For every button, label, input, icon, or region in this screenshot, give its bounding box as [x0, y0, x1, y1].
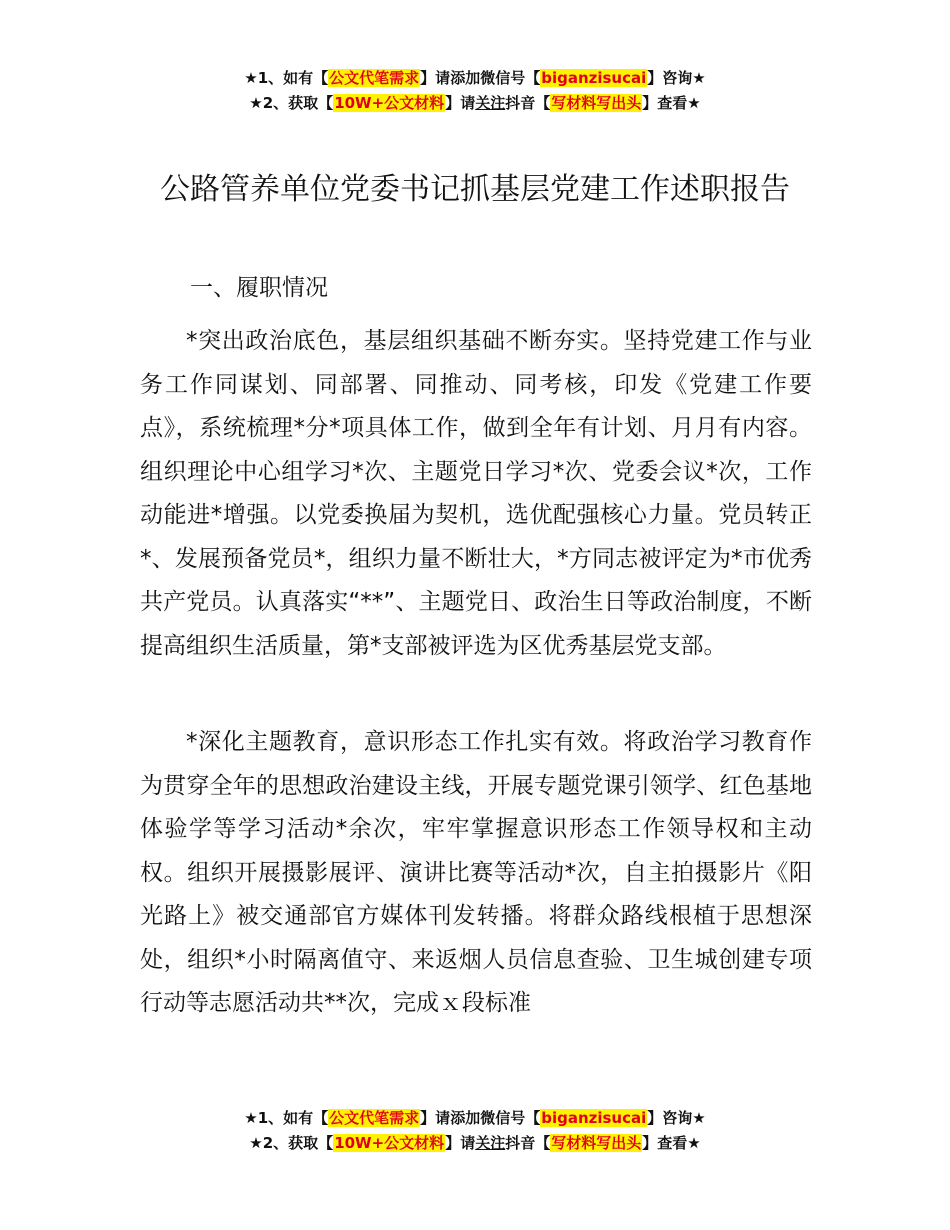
banner-highlight: 写材料写出头	[551, 94, 642, 112]
banner-line-1	[0, 66, 950, 91]
banner-line-2	[0, 91, 950, 116]
banner-emphasis: 添加	[450, 1109, 481, 1127]
banner-highlight: biganzisucai	[541, 69, 647, 87]
banner-text: 】查看★	[642, 1134, 701, 1152]
header-banner	[0, 66, 950, 116]
banner-highlight: 公文代笔需求	[329, 69, 420, 87]
banner-highlight: 写材料写出头	[551, 1134, 642, 1152]
banner-line-2	[0, 1131, 950, 1156]
body-paragraph: *深化主题教育，意识形态工作扎实有效。将政治学习教育作为贯穿全年的思想政治建设主线，开展专题党课引领学、红色基地体验学等学习活动*余次，牢牢掌握意识形态工作领导权和主动权。组织开展摄影展评、演讲比赛等活动*次，自主拍摄影片《阳光路上》被交通部官方媒体刊发转播。将群众路线根植于思想深处，组织*小时隔离值守、来返烟人员信息查验、卫生城创建专项行动等志愿活动共**次，完成ｘ段标准	[140, 729, 812, 1016]
banner-line-1	[0, 1106, 950, 1131]
footer-banner	[0, 1106, 950, 1156]
banner-text: 】请	[420, 69, 451, 87]
banner-emphasis: 添加	[450, 69, 481, 87]
banner-highlight: 10W+公文材料	[334, 1134, 445, 1152]
banner-emphasis: 关注	[475, 94, 506, 112]
banner-text: 】查看★	[642, 94, 701, 112]
banner-highlight: 10W+公文材料	[334, 94, 445, 112]
banner-text: ★2、获取【	[249, 1134, 334, 1152]
banner-text: 抖音【	[505, 94, 551, 112]
section-heading: 一、履职情况	[190, 275, 328, 301]
banner-highlight: biganzisucai	[541, 1109, 647, 1127]
document-title: 公路管养单位党委书记抓基层党建工作述职报告	[160, 172, 790, 207]
banner-text: 】咨询★	[647, 69, 706, 87]
banner-text: ★1、如有【	[244, 1109, 329, 1127]
banner-text: 】咨询★	[647, 1109, 706, 1127]
banner-text: ★1、如有【	[244, 69, 329, 87]
banner-text: 】请	[445, 1134, 476, 1152]
banner-text: 】请	[445, 94, 476, 112]
banner-text: 】请	[420, 1109, 451, 1127]
body-paragraph: *突出政治底色，基层组织基础不断夯实。坚持党建工作与业务工作同谋划、同部署、同推动、同考核，印发《党建工作要点》，系统梳理*分*项具体工作，做到全年有计划、月月有内容。组织理论中心组学习*次、主题党日学习*次、党委会议*次，工作动能进*增强。以党委换届为契机，选优配强核心力量。党员转正*、发展预备党员*，组织力量不断壮大，*方同志被评定为*市优秀共产党员。认真落实“**”、主题党日、政治生日等政治制度，不断提高组织生活质量，第*支部被评选为区优秀基层党支部。	[140, 328, 812, 659]
banner-highlight: 公文代笔需求	[329, 1109, 420, 1127]
banner-text: 抖音【	[505, 1134, 551, 1152]
banner-text: ★2、获取【	[249, 94, 334, 112]
banner-text: 微信号【	[480, 1109, 541, 1127]
banner-text: 微信号【	[480, 69, 541, 87]
banner-emphasis: 关注	[475, 1134, 506, 1152]
